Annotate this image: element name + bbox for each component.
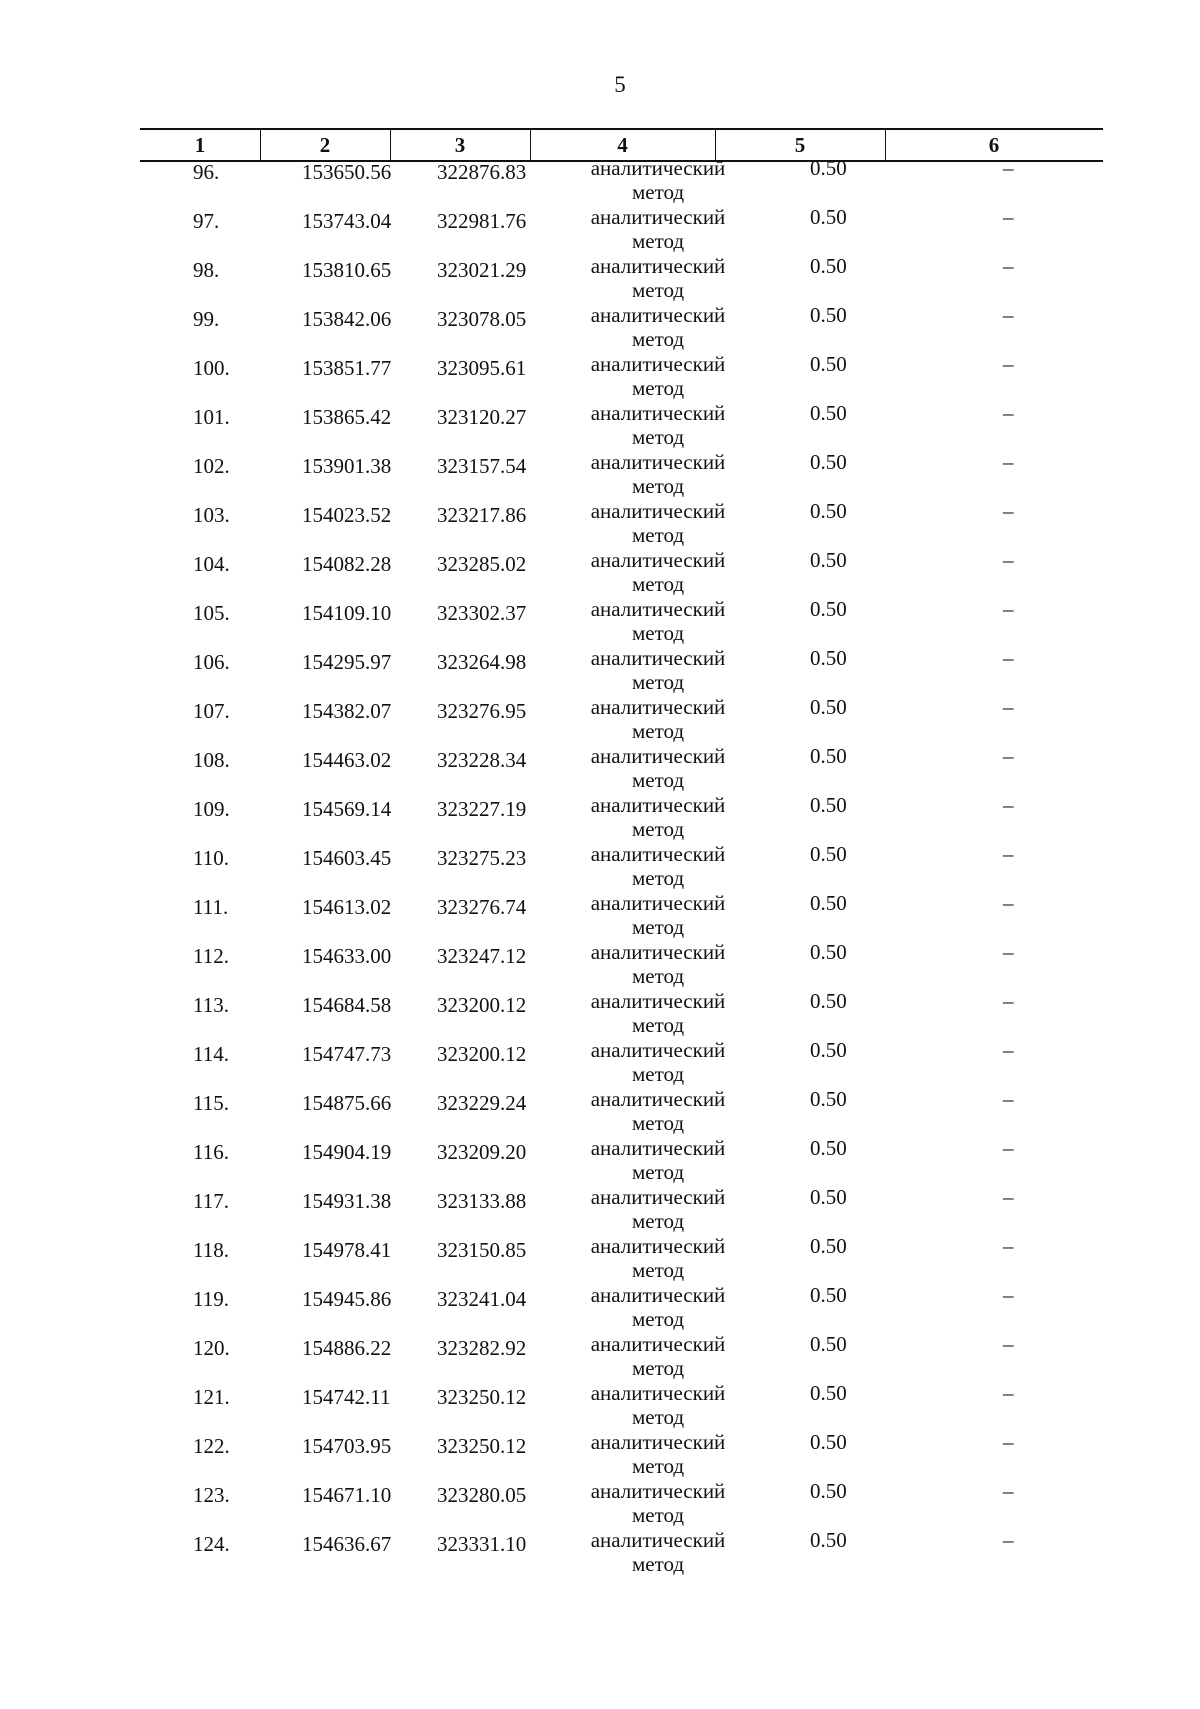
accuracy-value: 0.50 bbox=[810, 450, 847, 474]
table-row bbox=[0, 646, 1200, 695]
method-line: аналитический bbox=[590, 597, 726, 621]
coord-y: 323157.54 bbox=[437, 454, 527, 478]
coord-y: 323264.98 bbox=[437, 650, 527, 674]
method-cell bbox=[583, 1283, 733, 1331]
note-dash: – bbox=[1003, 401, 1014, 425]
table-row bbox=[0, 1528, 1200, 1577]
row-number: 104. bbox=[193, 552, 230, 576]
method-line: метод bbox=[631, 621, 685, 645]
note-dash: – bbox=[1003, 1479, 1014, 1503]
row-number: 100. bbox=[193, 356, 230, 380]
note-dash: – bbox=[1003, 1136, 1014, 1160]
coord-y: 323276.74 bbox=[437, 895, 527, 919]
coord-y: 323200.12 bbox=[437, 1042, 527, 1066]
coord-x: 154978.41 bbox=[302, 1238, 392, 1262]
accuracy-value: 0.50 bbox=[810, 156, 847, 180]
table-row bbox=[0, 1283, 1200, 1332]
coord-x: 154904.19 bbox=[302, 1140, 392, 1164]
coord-x: 153842.06 bbox=[302, 307, 392, 331]
accuracy-value: 0.50 bbox=[810, 1038, 847, 1062]
accuracy-value: 0.50 bbox=[810, 205, 847, 229]
header-col-1: 1 bbox=[194, 133, 206, 157]
accuracy-value: 0.50 bbox=[810, 1528, 847, 1552]
table-row bbox=[0, 254, 1200, 303]
table-row bbox=[0, 1381, 1200, 1430]
coord-y: 323241.04 bbox=[437, 1287, 527, 1311]
coord-x: 154945.86 bbox=[302, 1287, 392, 1311]
coord-y: 323250.12 bbox=[437, 1385, 527, 1409]
method-cell bbox=[583, 401, 733, 449]
method-line: аналитический bbox=[590, 303, 726, 327]
page-number: 5 bbox=[614, 72, 626, 97]
table-row bbox=[0, 1479, 1200, 1528]
method-cell bbox=[583, 891, 733, 939]
method-cell bbox=[583, 940, 733, 988]
method-line: метод bbox=[631, 915, 685, 939]
note-dash: – bbox=[1003, 205, 1014, 229]
note-dash: – bbox=[1003, 940, 1014, 964]
method-cell bbox=[583, 597, 733, 645]
accuracy-value: 0.50 bbox=[810, 499, 847, 523]
method-line: аналитический bbox=[590, 989, 726, 1013]
row-number: 123. bbox=[193, 1483, 230, 1507]
method-line: метод bbox=[631, 572, 685, 596]
method-cell bbox=[583, 1430, 733, 1478]
method-cell bbox=[583, 303, 733, 351]
note-dash: – bbox=[1003, 156, 1014, 180]
method-line: метод bbox=[631, 523, 685, 547]
coord-x: 154569.14 bbox=[302, 797, 392, 821]
coord-x: 154703.95 bbox=[302, 1434, 392, 1458]
method-line: аналитический bbox=[590, 1479, 726, 1503]
method-line: аналитический bbox=[590, 1087, 726, 1111]
note-dash: – bbox=[1003, 989, 1014, 1013]
method-cell bbox=[583, 499, 733, 547]
table-row bbox=[0, 695, 1200, 744]
row-number: 121. bbox=[193, 1385, 230, 1409]
method-cell bbox=[583, 744, 733, 792]
method-cell bbox=[583, 842, 733, 890]
method-cell bbox=[583, 989, 733, 1037]
table-row bbox=[0, 1430, 1200, 1479]
method-line: аналитический bbox=[590, 450, 726, 474]
method-line: аналитический bbox=[590, 254, 726, 278]
table-row bbox=[0, 744, 1200, 793]
note-dash: – bbox=[1003, 793, 1014, 817]
row-number: 110. bbox=[193, 846, 229, 870]
table-row bbox=[0, 597, 1200, 646]
method-line: аналитический bbox=[590, 793, 726, 817]
coord-y: 322981.76 bbox=[437, 209, 527, 233]
accuracy-value: 0.50 bbox=[810, 352, 847, 376]
accuracy-value: 0.50 bbox=[810, 1479, 847, 1503]
accuracy-value: 0.50 bbox=[810, 254, 847, 278]
row-number: 109. bbox=[193, 797, 230, 821]
accuracy-value: 0.50 bbox=[810, 1430, 847, 1454]
row-number: 105. bbox=[193, 601, 230, 625]
method-line: аналитический bbox=[590, 1185, 726, 1209]
coord-y: 323229.24 bbox=[437, 1091, 527, 1115]
table-row bbox=[0, 793, 1200, 842]
coord-y: 323150.85 bbox=[437, 1238, 527, 1262]
table-row bbox=[0, 842, 1200, 891]
coord-y: 323228.34 bbox=[437, 748, 527, 772]
method-line: аналитический bbox=[590, 1332, 726, 1356]
method-line: аналитический bbox=[590, 695, 726, 719]
method-line: метод bbox=[631, 1111, 685, 1135]
coord-y: 323331.10 bbox=[437, 1532, 527, 1556]
table-row bbox=[0, 891, 1200, 940]
method-line: аналитический bbox=[590, 156, 726, 180]
coord-x: 154886.22 bbox=[302, 1336, 392, 1360]
row-number: 107. bbox=[193, 699, 230, 723]
coord-y: 323227.19 bbox=[437, 797, 527, 821]
method-cell bbox=[583, 548, 733, 596]
coord-x: 154671.10 bbox=[302, 1483, 392, 1507]
coord-y: 323282.92 bbox=[437, 1336, 527, 1360]
method-line: аналитический bbox=[590, 352, 726, 376]
note-dash: – bbox=[1003, 1332, 1014, 1356]
note-dash: – bbox=[1003, 352, 1014, 376]
method-line: аналитический bbox=[590, 1283, 726, 1307]
table-row bbox=[0, 940, 1200, 989]
row-number: 114. bbox=[193, 1042, 229, 1066]
table-row bbox=[0, 1185, 1200, 1234]
method-line: метод bbox=[631, 817, 685, 841]
accuracy-value: 0.50 bbox=[810, 793, 847, 817]
method-cell bbox=[583, 1479, 733, 1527]
method-cell bbox=[583, 1136, 733, 1184]
note-dash: – bbox=[1003, 1283, 1014, 1307]
method-cell bbox=[583, 254, 733, 302]
method-line: метод bbox=[631, 1307, 685, 1331]
coord-x: 154747.73 bbox=[302, 1042, 392, 1066]
method-line: метод bbox=[631, 327, 685, 351]
method-line: аналитический bbox=[590, 842, 726, 866]
note-dash: – bbox=[1003, 597, 1014, 621]
coord-x: 154875.66 bbox=[302, 1091, 392, 1115]
header-col-5: 5 bbox=[794, 133, 806, 157]
note-dash: – bbox=[1003, 1528, 1014, 1552]
coord-y: 323217.86 bbox=[437, 503, 527, 527]
note-dash: – bbox=[1003, 254, 1014, 278]
row-number: 119. bbox=[193, 1287, 229, 1311]
method-line: аналитический bbox=[590, 548, 726, 572]
row-number: 116. bbox=[193, 1140, 229, 1164]
accuracy-value: 0.50 bbox=[810, 940, 847, 964]
table-row bbox=[0, 450, 1200, 499]
table-row bbox=[0, 303, 1200, 352]
method-line: метод bbox=[631, 866, 685, 890]
coord-x: 153650.56 bbox=[302, 160, 392, 184]
coord-y: 323250.12 bbox=[437, 1434, 527, 1458]
coord-x: 154463.02 bbox=[302, 748, 392, 772]
coord-y: 323021.29 bbox=[437, 258, 527, 282]
method-line: метод bbox=[631, 278, 685, 302]
accuracy-value: 0.50 bbox=[810, 646, 847, 670]
coord-x: 154023.52 bbox=[302, 503, 392, 527]
header-col-2: 2 bbox=[319, 133, 331, 157]
method-line: метод bbox=[631, 768, 685, 792]
method-line: метод bbox=[631, 1258, 685, 1282]
method-cell bbox=[583, 1528, 733, 1576]
method-line: аналитический bbox=[590, 1038, 726, 1062]
method-line: метод bbox=[631, 229, 685, 253]
note-dash: – bbox=[1003, 1185, 1014, 1209]
header-col-4: 4 bbox=[617, 133, 628, 157]
table-row bbox=[0, 401, 1200, 450]
method-line: метод bbox=[631, 670, 685, 694]
method-line: метод bbox=[631, 1062, 685, 1086]
method-line: аналитический bbox=[590, 646, 726, 670]
coord-x: 153865.42 bbox=[302, 405, 392, 429]
row-number: 118. bbox=[193, 1238, 229, 1262]
table-row bbox=[0, 1136, 1200, 1185]
table-row bbox=[0, 205, 1200, 254]
accuracy-value: 0.50 bbox=[810, 1234, 847, 1258]
row-number: 99. bbox=[193, 307, 220, 331]
note-dash: – bbox=[1003, 548, 1014, 572]
method-cell bbox=[583, 646, 733, 694]
row-number: 102. bbox=[193, 454, 230, 478]
row-number: 101. bbox=[193, 405, 230, 429]
method-cell bbox=[583, 1332, 733, 1380]
coord-y: 323078.05 bbox=[437, 307, 527, 331]
accuracy-value: 0.50 bbox=[810, 597, 847, 621]
method-line: метод bbox=[631, 1160, 685, 1184]
accuracy-value: 0.50 bbox=[810, 891, 847, 915]
coord-x: 153851.77 bbox=[302, 356, 392, 380]
coord-y: 323095.61 bbox=[437, 356, 527, 380]
row-number: 103. bbox=[193, 503, 230, 527]
accuracy-value: 0.50 bbox=[810, 1185, 847, 1209]
row-number: 108. bbox=[193, 748, 230, 772]
coord-x: 154603.45 bbox=[302, 846, 392, 870]
method-cell bbox=[583, 1234, 733, 1282]
coord-x: 153901.38 bbox=[302, 454, 392, 478]
method-line: метод bbox=[631, 1356, 685, 1380]
method-line: метод bbox=[631, 1454, 685, 1478]
accuracy-value: 0.50 bbox=[810, 744, 847, 768]
method-cell bbox=[583, 156, 733, 204]
note-dash: – bbox=[1003, 450, 1014, 474]
table-row bbox=[0, 156, 1200, 205]
accuracy-value: 0.50 bbox=[810, 1332, 847, 1356]
coord-y: 323285.02 bbox=[437, 552, 527, 576]
coord-y: 323209.20 bbox=[437, 1140, 527, 1164]
table-row bbox=[0, 1332, 1200, 1381]
accuracy-value: 0.50 bbox=[810, 1381, 847, 1405]
method-cell bbox=[583, 1185, 733, 1233]
row-number: 115. bbox=[193, 1091, 229, 1115]
coord-y: 323276.95 bbox=[437, 699, 527, 723]
row-number: 113. bbox=[193, 993, 229, 1017]
method-cell bbox=[583, 695, 733, 743]
method-line: аналитический bbox=[590, 1136, 726, 1160]
method-cell bbox=[583, 450, 733, 498]
method-line: метод bbox=[631, 376, 685, 400]
coord-y: 322876.83 bbox=[437, 160, 527, 184]
accuracy-value: 0.50 bbox=[810, 1136, 847, 1160]
note-dash: – bbox=[1003, 646, 1014, 670]
coord-x: 154109.10 bbox=[302, 601, 392, 625]
row-number: 96. bbox=[193, 160, 220, 184]
coord-y: 323280.05 bbox=[437, 1483, 527, 1507]
table-row bbox=[0, 548, 1200, 597]
coord-y: 323302.37 bbox=[437, 601, 527, 625]
method-cell bbox=[583, 1087, 733, 1135]
coord-x: 154636.67 bbox=[302, 1532, 392, 1556]
method-line: метод bbox=[631, 1405, 685, 1429]
accuracy-value: 0.50 bbox=[810, 548, 847, 572]
row-number: 97. bbox=[193, 209, 220, 233]
note-dash: – bbox=[1003, 842, 1014, 866]
accuracy-value: 0.50 bbox=[810, 1087, 847, 1111]
coord-x: 154742.11 bbox=[302, 1385, 391, 1409]
coord-x: 154082.28 bbox=[302, 552, 392, 576]
note-dash: – bbox=[1003, 695, 1014, 719]
method-line: аналитический bbox=[590, 1430, 726, 1454]
coord-y: 323133.88 bbox=[437, 1189, 527, 1213]
coord-x: 154684.58 bbox=[302, 993, 392, 1017]
coord-x: 154633.00 bbox=[302, 944, 392, 968]
method-line: аналитический bbox=[590, 401, 726, 425]
coord-x: 153810.65 bbox=[302, 258, 392, 282]
coord-x: 154295.97 bbox=[302, 650, 392, 674]
method-cell bbox=[583, 1381, 733, 1429]
note-dash: – bbox=[1003, 499, 1014, 523]
method-line: метод bbox=[631, 964, 685, 988]
header-col-6: 6 bbox=[988, 133, 1000, 157]
method-line: аналитический bbox=[590, 891, 726, 915]
coord-y: 323200.12 bbox=[437, 993, 527, 1017]
method-line: метод bbox=[631, 1503, 685, 1527]
row-number: 124. bbox=[193, 1532, 230, 1556]
table-row bbox=[0, 989, 1200, 1038]
method-line: аналитический bbox=[590, 1234, 726, 1258]
method-cell bbox=[583, 205, 733, 253]
method-cell bbox=[583, 1038, 733, 1086]
method-line: метод bbox=[631, 1209, 685, 1233]
table-row bbox=[0, 352, 1200, 401]
header-col-3: 3 bbox=[454, 133, 466, 157]
note-dash: – bbox=[1003, 1234, 1014, 1258]
table-row bbox=[0, 1087, 1200, 1136]
method-line: аналитический bbox=[590, 1528, 726, 1552]
method-line: метод bbox=[631, 474, 685, 498]
coord-x: 153743.04 bbox=[302, 209, 392, 233]
row-number: 122. bbox=[193, 1434, 230, 1458]
note-dash: – bbox=[1003, 1038, 1014, 1062]
method-line: метод bbox=[631, 719, 685, 743]
table-row bbox=[0, 1038, 1200, 1087]
row-number: 112. bbox=[193, 944, 229, 968]
coord-x: 154382.07 bbox=[302, 699, 392, 723]
method-line: аналитический bbox=[590, 744, 726, 768]
row-number: 98. bbox=[193, 258, 220, 282]
coord-x: 154931.38 bbox=[302, 1189, 392, 1213]
accuracy-value: 0.50 bbox=[810, 695, 847, 719]
method-cell bbox=[583, 352, 733, 400]
coord-x: 154613.02 bbox=[302, 895, 392, 919]
method-line: метод bbox=[631, 1013, 685, 1037]
method-cell bbox=[583, 793, 733, 841]
accuracy-value: 0.50 bbox=[810, 303, 847, 327]
note-dash: – bbox=[1003, 303, 1014, 327]
note-dash: – bbox=[1003, 891, 1014, 915]
row-number: 111. bbox=[193, 895, 229, 919]
accuracy-value: 0.50 bbox=[810, 1283, 847, 1307]
row-number: 117. bbox=[193, 1189, 229, 1213]
coord-y: 323275.23 bbox=[437, 846, 527, 870]
accuracy-value: 0.50 bbox=[810, 842, 847, 866]
accuracy-value: 0.50 bbox=[810, 401, 847, 425]
note-dash: – bbox=[1003, 1087, 1014, 1111]
note-dash: – bbox=[1003, 1430, 1014, 1454]
coord-y: 323120.27 bbox=[437, 405, 527, 429]
table-row bbox=[0, 499, 1200, 548]
method-line: аналитический bbox=[590, 205, 726, 229]
accuracy-value: 0.50 bbox=[810, 989, 847, 1013]
method-line: аналитический bbox=[590, 1381, 726, 1405]
method-line: метод bbox=[631, 180, 685, 204]
coord-y: 323247.12 bbox=[437, 944, 527, 968]
method-line: метод bbox=[631, 425, 685, 449]
note-dash: – bbox=[1003, 1381, 1014, 1405]
method-line: аналитический bbox=[590, 499, 726, 523]
table-row bbox=[0, 1234, 1200, 1283]
method-line: аналитический bbox=[590, 940, 726, 964]
row-number: 120. bbox=[193, 1336, 230, 1360]
note-dash: – bbox=[1003, 744, 1014, 768]
row-number: 106. bbox=[193, 650, 230, 674]
method-line: метод bbox=[631, 1552, 685, 1576]
